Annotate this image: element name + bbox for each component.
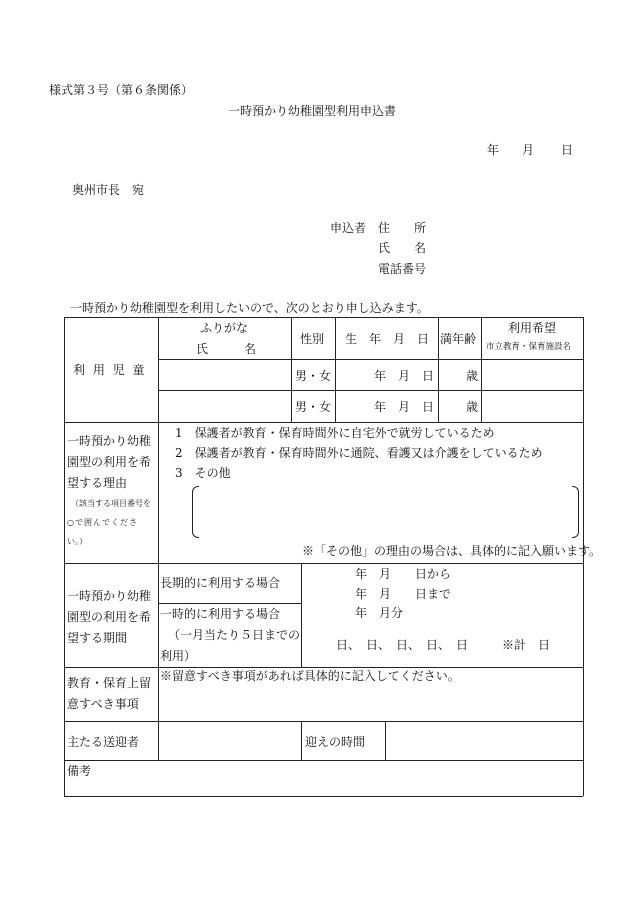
applicant-name-label: 氏 名 bbox=[378, 241, 427, 255]
notes-input[interactable] bbox=[160, 686, 580, 718]
children-row-label: 利 用 児 童 bbox=[73, 363, 147, 377]
temporary-days[interactable]: 日、 日、 日、 日、 日 bbox=[336, 638, 469, 652]
date-year-label: 年 bbox=[487, 143, 500, 157]
escort-label: 主たる送迎者 bbox=[67, 735, 140, 749]
period-to[interactable]: 年 月 日まで bbox=[355, 587, 452, 601]
child2-birthdate[interactable]: 年 月 日 bbox=[374, 400, 435, 414]
applicant-label: 申込者 bbox=[330, 221, 367, 235]
reason-hint-2: ○で囲んでくださ bbox=[67, 518, 138, 527]
col-sex: 性別 bbox=[300, 332, 325, 346]
escort-input[interactable] bbox=[160, 723, 299, 758]
period-label-3: 望する期間 bbox=[67, 631, 128, 645]
form-number: 様式第３号（第６条関係） bbox=[49, 83, 194, 97]
date-day-label: 日 bbox=[561, 143, 574, 157]
long-term-label: 長期的に利用する場合 bbox=[160, 576, 281, 590]
date-month-label: 月 bbox=[522, 143, 535, 157]
reason-label-2: 園型の利用を希 bbox=[67, 455, 152, 469]
child1-birthdate[interactable]: 年 月 日 bbox=[374, 369, 435, 383]
child2-sex[interactable]: 男・女 bbox=[295, 400, 332, 414]
col-birthdate: 生 年 月 日 bbox=[345, 332, 430, 346]
reason-option-1[interactable]: 1 保護者が教育・保育時間外に自宅外で就労しているため bbox=[175, 426, 495, 440]
other-reason-bracket-right bbox=[572, 486, 579, 538]
child2-age[interactable]: 歳 bbox=[466, 400, 479, 414]
col-facility: 利用希望 bbox=[508, 321, 557, 335]
col-name: 氏 名 bbox=[196, 342, 257, 356]
other-reason-input[interactable] bbox=[200, 487, 570, 535]
notes-label-1: 教育・保育上留 bbox=[67, 676, 152, 690]
period-from[interactable]: 年 月 日から bbox=[355, 567, 452, 581]
other-reason-note: ※「その他」の理由の場合は、具体的に記入願います。 bbox=[302, 544, 602, 558]
col-age: 満年齢 bbox=[440, 332, 477, 346]
reason-label-3: 望する理由 bbox=[67, 476, 128, 490]
col-facility-sub: 市立教育・保育施設名 bbox=[486, 342, 572, 352]
remarks-label: 備考 bbox=[67, 764, 92, 778]
notes-hint: ※留意すべき事項があれば具体的に記入してください。 bbox=[160, 669, 460, 683]
reason-option-2[interactable]: 2 保護者が教育・保育時間外に通院、看護又は介護をしているため bbox=[175, 446, 543, 460]
addressee: 奥州市長 宛 bbox=[72, 183, 145, 197]
remarks-input[interactable] bbox=[100, 762, 580, 794]
pickup-time-label: 迎えの時間 bbox=[305, 735, 366, 749]
pickup-time-input[interactable] bbox=[388, 723, 580, 758]
temporary-note-2: 利用） bbox=[160, 649, 197, 663]
temporary-month[interactable]: 年 月分 bbox=[355, 606, 404, 620]
applicant-address-label: 住 所 bbox=[378, 221, 427, 235]
temporary-total[interactable]: ※計 日 bbox=[502, 638, 551, 652]
period-label-2: 園型の利用を希 bbox=[67, 610, 152, 624]
temporary-note-1: （一月当たり５日までの bbox=[168, 628, 301, 642]
intro-text: 一時預かり幼稚園型を利用したいので、次のとおり申し込みます。 bbox=[70, 301, 429, 315]
period-label-1: 一時預かり幼稚 bbox=[67, 589, 152, 603]
other-reason-bracket-left bbox=[192, 486, 199, 538]
reason-hint-1: （該当する項目番号を bbox=[71, 499, 151, 508]
applicant-phone-label: 電話番号 bbox=[378, 262, 427, 276]
reason-hint-3: い。） bbox=[67, 537, 87, 546]
temporary-label: 一時的に利用する場合 bbox=[160, 607, 281, 621]
notes-label-2: 意すべき事項 bbox=[67, 697, 139, 711]
reason-label-1: 一時預かり幼稚 bbox=[67, 434, 152, 448]
child1-sex[interactable]: 男・女 bbox=[295, 369, 332, 383]
child1-age[interactable]: 歳 bbox=[466, 369, 479, 383]
page-title: 一時預かり幼稚園型利用申込書 bbox=[228, 104, 397, 118]
col-furigana: ふりがな bbox=[200, 321, 249, 335]
reason-option-3[interactable]: 3 その他 bbox=[175, 466, 231, 480]
